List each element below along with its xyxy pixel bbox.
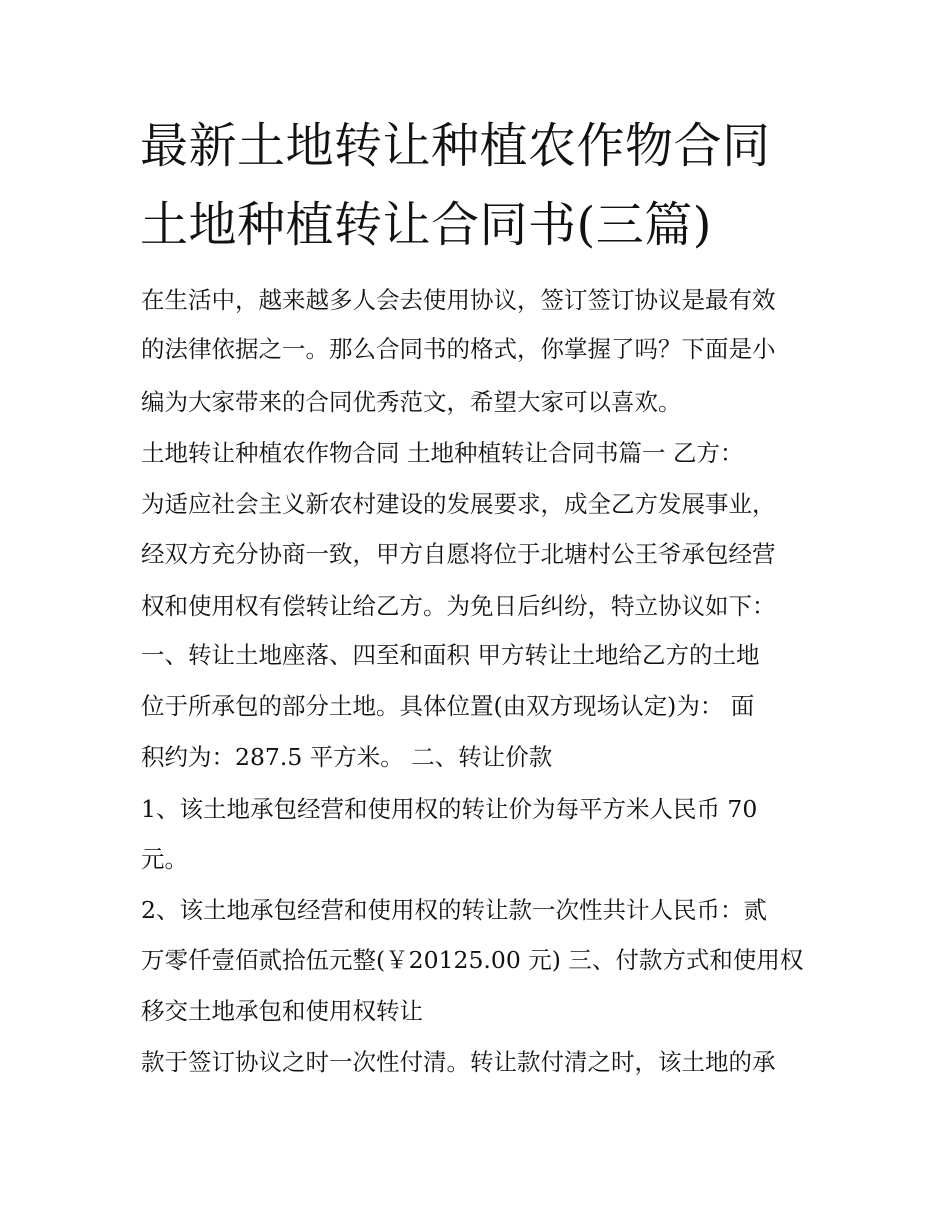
document-title-line-2: 土地种植转让合同书(三篇) <box>140 197 712 253</box>
body-line: 土地转让种植农作物合同 土地种植转让合同书篇一 乙方： <box>141 439 744 467</box>
body-line: 权和使用权有偿转让给乙方。为免日后纠纷，特立协议如下： <box>141 592 776 620</box>
body-line: 一、转让土地座落、四至和面积 甲方转让土地给乙方的土地 <box>141 641 760 669</box>
body-line: 移交土地承包和使用权转让 <box>141 997 423 1025</box>
body-line: 在生活中，越来越多人会去使用协议，签订签订协议是最有效 <box>141 286 776 314</box>
body-line: 元。 <box>141 845 188 873</box>
body-line: 积约为：287.5 平方米。 二、转让价款 <box>141 743 553 771</box>
document-title-line-1: 最新土地转让种植农作物合同 <box>140 118 771 174</box>
body-line: 款于签订协议之时一次性付清。转让款付清之时，该土地的承 <box>141 1048 776 1076</box>
body-line: 位于所承包的部分土地。具体位置(由双方现场认定)为： 面 <box>141 692 755 720</box>
body-line: 经双方充分协商一致，甲方自愿将位于北塘村公王爷承包经营 <box>141 540 776 568</box>
body-line: 万零仟壹佰贰拾伍元整(￥20125.00 元) 三、付款方式和使用权 <box>141 946 804 974</box>
body-line: 1、该土地承包经营和使用权的转让价为每平方米人民币 70 <box>141 795 758 823</box>
body-line: 编为大家带来的合同优秀范文，希望大家可以喜欢。 <box>141 388 682 416</box>
body-line: 的法律依据之一。那么合同书的格式，你掌握了吗？下面是小 <box>141 335 776 363</box>
body-line: 为适应社会主义新农村建设的发展要求，成全乙方发展事业， <box>141 490 776 518</box>
body-line: 2、该土地承包经营和使用权的转让款一次性共计人民币：贰 <box>141 896 767 924</box>
